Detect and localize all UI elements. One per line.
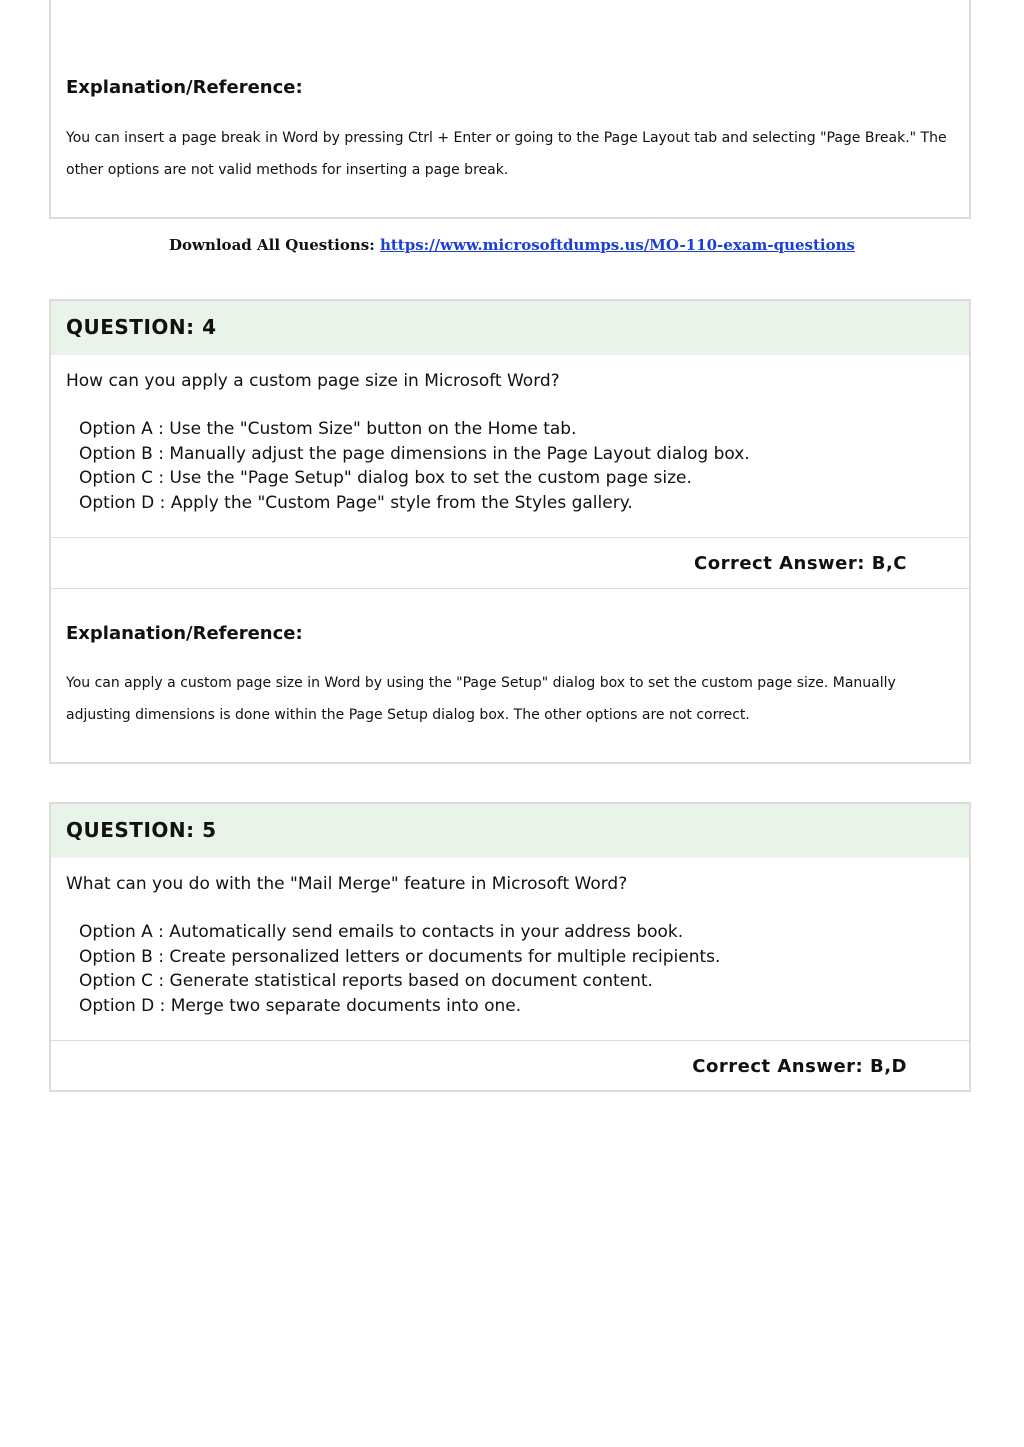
divider <box>51 1040 969 1041</box>
question-header <box>51 804 969 858</box>
question-title: QUESTION: 5 <box>66 818 217 842</box>
correct-answer: Correct Answer: B,C <box>694 553 907 574</box>
options-list <box>79 417 750 515</box>
option-a: Option A : Automatically send emails to contacts in your address book. <box>79 922 684 942</box>
options-list <box>79 920 720 1018</box>
question-title: QUESTION: 4 <box>66 315 217 339</box>
option-d: Option D : Merge two separate documents into one. <box>79 995 522 1016</box>
explanation-title: Explanation/Reference: <box>66 77 303 98</box>
explanation-text: You can apply a custom page size in Word by using the "Page Setup" dialog box to set the custom page size. Manually adjusting dimensions is done within the Page Setup dialog box. The other options are not correct. <box>66 675 896 723</box>
question-card-4 <box>49 299 971 764</box>
question-text: How can you apply a custom page size in Microsoft Word? <box>66 371 560 391</box>
option-d: Option D : Apply the "Custom Page" style from the Styles gallery. <box>79 492 633 513</box>
question-header <box>51 301 969 355</box>
download-label: Download All Questions: <box>169 236 375 254</box>
option-b: Option B : Manually adjust the page dimensions in the Page Layout dialog box. <box>79 443 750 464</box>
download-link[interactable]: https://www.microsoftdumps.us/MO-110-exam-questions <box>379 236 855 254</box>
option-c: Option C : Generate statistical reports based on document content. <box>79 971 653 991</box>
divider <box>51 588 969 589</box>
option-a: Option A : Use the "Custom Size" button on the Home tab. <box>79 419 577 439</box>
explanation-title: Explanation/Reference: <box>66 623 303 644</box>
divider <box>51 537 969 538</box>
option-b: Option B : Create personalized letters or documents for multiple recipients. <box>79 946 721 967</box>
download-line <box>0 236 1024 254</box>
question-card-5 <box>49 802 971 1092</box>
question-text: What can you do with the "Mail Merge" feature in Microsoft Word? <box>66 874 628 894</box>
previous-explanation-box <box>49 0 971 219</box>
explanation-text: You can insert a page break in Word by pressing Ctrl + Enter or going to the Page Layout tab and selecting "Page Break." The other options are not valid methods for inserting a page break. <box>66 130 947 178</box>
option-c: Option C : Use the "Page Setup" dialog box to set the custom page size. <box>79 468 692 488</box>
correct-answer: Correct Answer: B,D <box>692 1056 907 1077</box>
